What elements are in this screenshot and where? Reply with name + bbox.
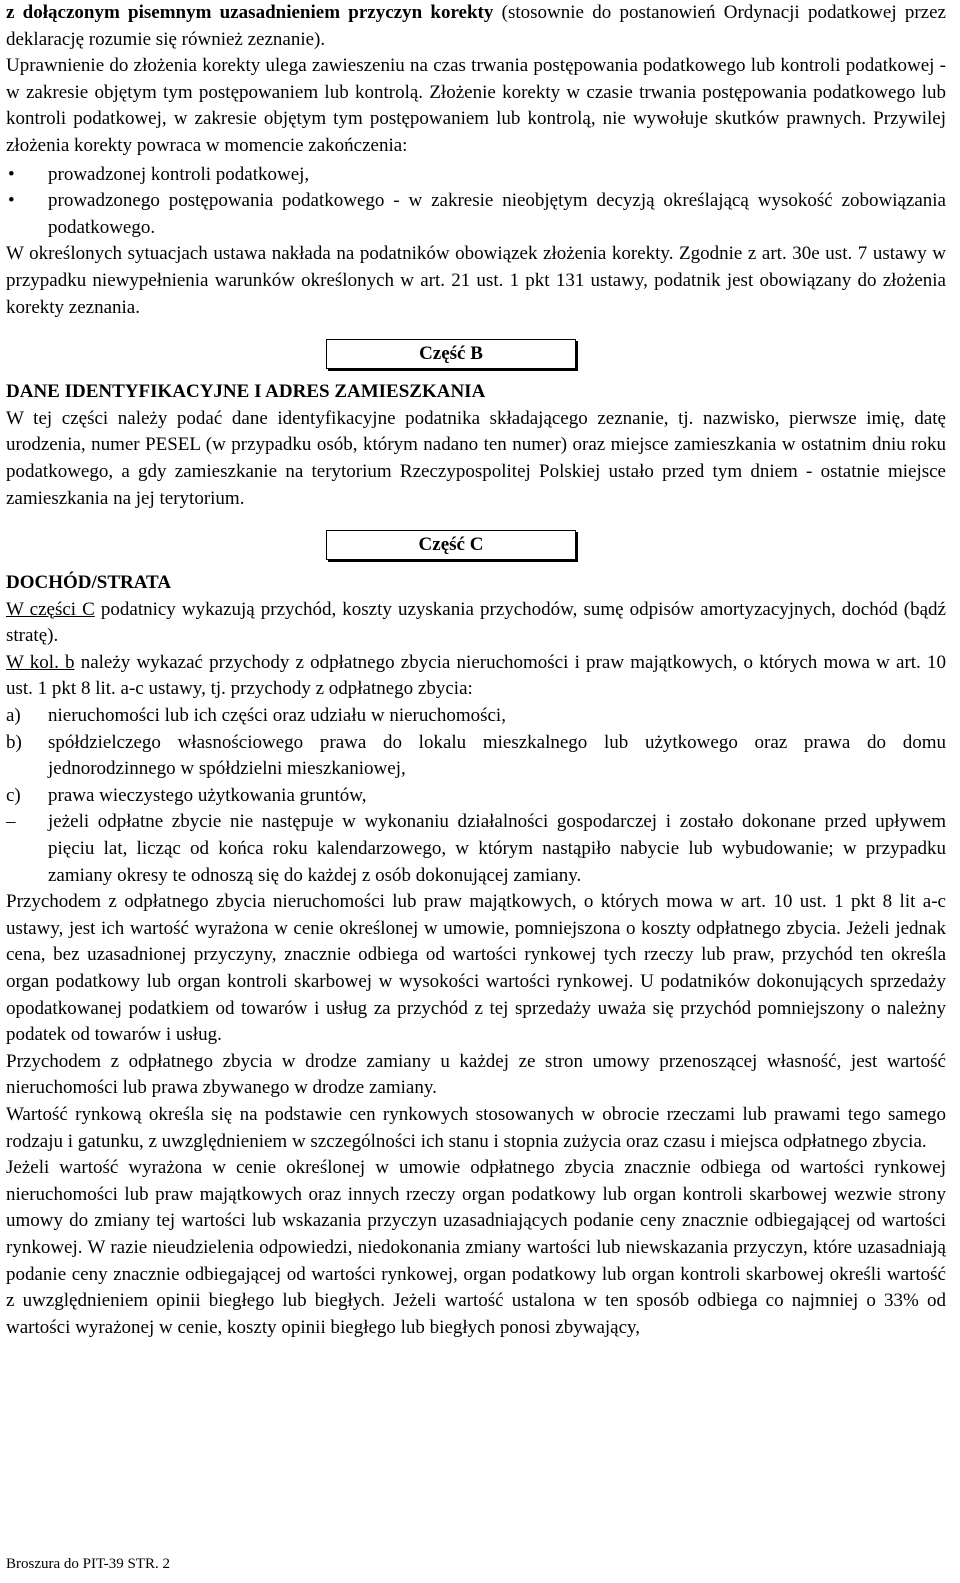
part-c-paragraph-1 bbox=[6, 597, 946, 650]
list-item-text: prawa wieczystego użytkowania gruntów, bbox=[48, 784, 367, 806]
list-marker: c) bbox=[6, 784, 21, 806]
part-c-paragraph-5: Wartość rynkową określa się na podstawie cen rynkowych stosowanych w obrocie rzeczami lub prawami tego samego rodzaju i gatunku, z uwzględnieniem w szczególności ich stanu i stopnia zużycia oraz czasu i miejsca odpłatnego zbycia. bbox=[6, 1103, 946, 1152]
part-c-text: należy wykazać przychody z odpłatnego zbycia nieruchomości i praw majątkowych, o których mowa w art. 10 ust. 1 pkt 8 lit. a-c ustawy, tj. przychody z odpłatnego zbycia: bbox=[6, 651, 946, 700]
list-item-text: prowadzonego postępowania podatkowego - w zakresie nieobjętym decyzją określającą wysokość zobowiązania podatkowego. bbox=[48, 190, 946, 238]
list-item bbox=[6, 809, 946, 889]
lettered-list bbox=[6, 703, 946, 889]
part-c-reference: W części C bbox=[6, 598, 95, 620]
list-marker: b) bbox=[6, 731, 22, 753]
part-c-paragraph-2 bbox=[6, 650, 946, 703]
part-c-paragraph-4: Przychodem z odpłatnego zbycia w drodze zamiany u każdej ze stron umowy przenoszącej własność, jest wartość nieruchomości lub prawa zbywanego w drodze zamiany. bbox=[6, 1050, 946, 1099]
part-b-box: Część B bbox=[326, 339, 576, 369]
intro-paragraph-3: W określonych sytuacjach ustawa nakłada na podatników obowiązek złożenia korekty. Zgodnie z art. 30e ust. 7 ustawy w przypadku niewypełnienia warunków określonych w art. 21 ust. 1 pkt 131 ustawy, podatnik jest obowiązany do złożenia korekty zeznania. bbox=[6, 243, 946, 318]
part-c-paragraph-6: Jeżeli wartość wyrażona w cenie określonej w umowie odpłatnego zbycia znacznie odbiega od wartości rynkowej nieruchomości lub praw majątkowych oraz innych rzeczy organ podatkowy lub organ kontroli skarbowej wezwie strony umowy do zmiany tej wartości lub wskazania przyczyn uzasadniających podanie ceny znacznie odbiegającej od wartości rynkowej. W razie nieudzielenia odpowiedzi, niedokonania zmiany wartości lub niewskazania przyczyn, które uzasadniają podanie ceny znacznie odbiegającej od wartości rynkowej, organ podatkowy lub organ kontroli skarbowej określi wartość z uwzględnieniem opinii biegłego lub biegłych. Jeżeli wartość ustalona w ten sposób odbiega co najmniej o 33% od wartości wyrażonej w cenie, koszty opinii biegłego lub biegłych ponosi zbywający, bbox=[6, 1157, 946, 1338]
list-item bbox=[6, 703, 946, 730]
part-c-text: podatnicy wykazują przychód, koszty uzyskania przychodów, sumę odpisów amortyzacyjnych, dochód (bądź stratę). bbox=[6, 598, 946, 647]
bullet-icon: • bbox=[8, 163, 15, 185]
document-page bbox=[6, 0, 946, 1341]
list-marker: a) bbox=[6, 705, 21, 727]
part-b-paragraph: W tej części należy podać dane identyfikacyjne podatnika składającego zeznanie, tj. nazwisko, pierwsze imię, datę urodzenia, numer PESEL (w przypadku osób, którym nadano ten numer) oraz miejsce zamieszkania w ostatnim dniu roku podatkowego, a gdy zamieszkanie na terytorium Rzeczypospolitej Polskiej ustało przed tym dniem - ostatnie miejsce zamieszkania na jej terytorium. bbox=[6, 407, 946, 509]
list-marker: – bbox=[6, 811, 16, 833]
intro-text: (stosownie do postanowień Ordynacji podatkowej przez deklarację rozumie się również zeznanie). bbox=[6, 2, 946, 50]
bullet-icon: • bbox=[8, 190, 15, 212]
intro-paragraph-1 bbox=[6, 0, 946, 53]
part-c-heading: DOCHÓD/STRATA bbox=[6, 572, 172, 594]
list-item bbox=[6, 162, 946, 189]
list-item-text: nieruchomości lub ich części oraz udziału w nieruchomości, bbox=[48, 705, 506, 727]
intro-bold-text: z dołączonym pisemnym uzasadnieniem przyczyn korekty bbox=[6, 2, 494, 23]
list-item-text: jeżeli odpłatne zbycie nie następuje w wykonaniu działalności gospodarczej i zostało dokonane przed upływem pięciu lat, licząc od końca roku kalendarzowego, w którym nastąpiło nabycie lub wybudowanie; w przypadku zamiany okresy te odnoszą się do każdej z osób dokonującej zamiany. bbox=[48, 811, 946, 886]
list-item-text: spółdzielczego własnościowego prawa do lokalu mieszkalnego lub użytkowego oraz prawa do domu jednorodzinnego w spółdzielni mieszkaniowej, bbox=[48, 731, 946, 780]
part-c-paragraph-3: Przychodem z odpłatnego zbycia nieruchomości lub praw majątkowych, o których mowa w art. 10 ust. 1 pkt 8 lit a-c ustawy, jest ich wartość wyrażona w cenie określonej w umowie, pomniejszona o koszty odpłatnego zbycia. Jeżeli jednak cena, bez uzasadnionej przyczyny, znacznie odbiega od wartości rynkowej tych rzeczy lub praw, przychód ten określa organ podatkowy lub organ kontroli skarbowej w wysokości wartości rynkowej. U podatników dokonujących sprzedaży opodatkowanej podatkiem od towarów i usług za przychód z tej sprzedaży uważa się przychód pomniejszony o należny podatek od towarów i usług. bbox=[6, 891, 946, 1046]
column-b-reference: W kol. b bbox=[6, 651, 75, 673]
page-footer: Broszura do PIT-39 STR. 2 bbox=[6, 1556, 171, 1572]
bullet-list bbox=[6, 162, 946, 242]
part-b-heading: DANE IDENTYFIKACYJNE I ADRES ZAMIESZKANIA bbox=[6, 381, 486, 403]
list-item bbox=[6, 188, 946, 241]
list-item bbox=[6, 730, 946, 783]
list-item bbox=[6, 783, 946, 810]
part-c-box: Część C bbox=[326, 530, 576, 560]
list-item-text: prowadzonej kontroli podatkowej, bbox=[48, 163, 310, 185]
intro-paragraph-2: Uprawnienie do złożenia korekty ulega zawieszeniu na czas trwania postępowania podatkowego lub kontroli podatkowej - w zakresie objętym tym postępowaniem lub kontrolą. Złożenie korekty w czasie trwania postępowania podatkowego lub kontroli podatkowej, w zakresie objętym tym postępowaniem lub kontrolą, nie wywołuje skutków prawnych. Przywilej złożenia korekty powraca w momencie zakończenia: bbox=[6, 55, 946, 156]
